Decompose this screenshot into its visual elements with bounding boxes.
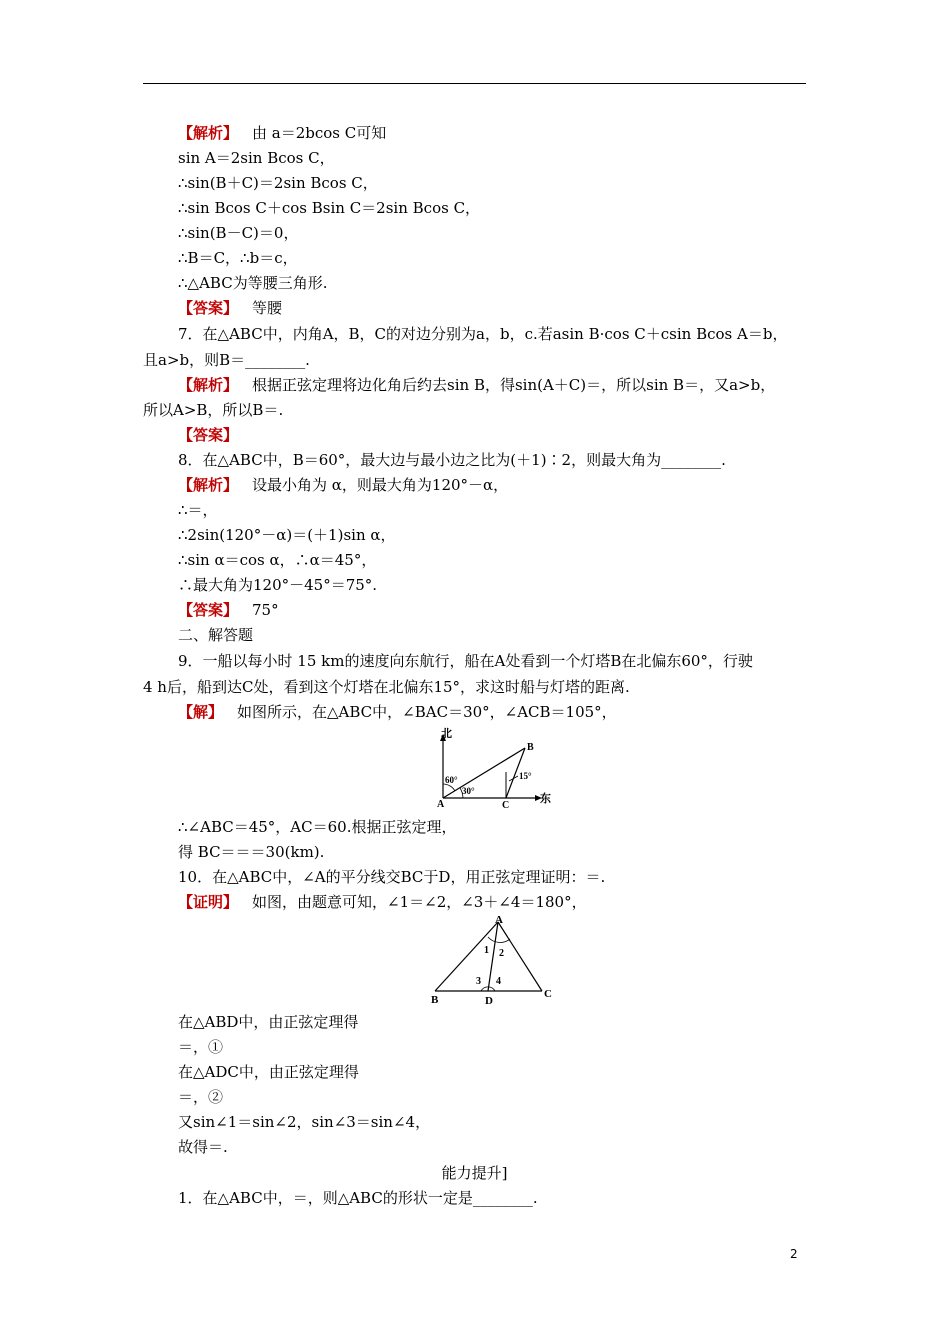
text-line: ∴sin Bcos C＋cos Bsin C＝2sin Bcos C， bbox=[178, 199, 481, 217]
question-9-cont: 4 h后，船到达C处，看到这个灯塔在北偏东15°，求这时船与灯塔的距离. bbox=[143, 678, 630, 696]
text-line: ∴sin α＝cos α，∴α＝45°， bbox=[178, 551, 377, 569]
text-line: 得 BC＝＝＝30(km). bbox=[178, 843, 325, 861]
triangle-figure bbox=[425, 914, 560, 1006]
q7-solution-line: 【解析】 根据正弦定理将边化角后约去sin B，得sin(A＋C)＝，所以sin B＝，又a>b， bbox=[178, 376, 776, 394]
fig2-angle-2: 2 bbox=[499, 948, 504, 959]
q7-answer-line bbox=[178, 425, 252, 445]
fig1-point-c: C bbox=[502, 800, 510, 811]
question-7-cont: 且a>b，则B＝________. bbox=[143, 351, 310, 369]
question-9: 9．一船以每小时 15 km的速度向东航行，船在A处看到一个灯塔B在北偏东60°，行驶 bbox=[178, 652, 753, 670]
fig2-point-d: D bbox=[485, 995, 493, 1006]
solution-tag: 【解析】 bbox=[178, 124, 239, 142]
question-7: 7．在△ABC中，内角A，B，C的对边分别为a，b，c.若asin B·cos C＋csin Bcos A＝b， bbox=[178, 325, 788, 343]
page-number: 2 bbox=[790, 1247, 798, 1261]
section-heading: 二、解答题 bbox=[178, 626, 254, 644]
navigation-figure bbox=[430, 726, 560, 812]
fig2-point-a: A bbox=[495, 914, 503, 926]
question-10: 10．在△ABC中，∠A的平分线交BC于D，用正弦定理证明：＝. bbox=[178, 868, 606, 886]
fig1-angle-15: 15° bbox=[519, 771, 532, 781]
text-line: ∴△ABC为等腰三角形. bbox=[178, 274, 328, 292]
text-line: ∴＝， bbox=[178, 501, 218, 519]
question-8: 8．在△ABC中，B＝60°，最大边与最小边之比为(＋1)∶2，则最大角为________. bbox=[178, 451, 726, 469]
fig2-point-b: B bbox=[431, 994, 439, 1006]
q8-answer-line: 【答案】 75° bbox=[178, 601, 279, 619]
text-line: ＝，① bbox=[178, 1038, 224, 1056]
text-line: 故得＝. bbox=[178, 1138, 228, 1156]
fig1-north-label: 北 bbox=[441, 728, 452, 740]
fig1-angle-30: 30° bbox=[462, 786, 475, 796]
q6-solution-line: 【解析】 由 a＝2bcos C可知 bbox=[178, 124, 387, 142]
fig1-angle-60: 60° bbox=[445, 775, 458, 785]
fig1-east-label: 东 bbox=[540, 793, 551, 805]
answer-tag: 【答案】 bbox=[178, 426, 239, 444]
header-rule bbox=[143, 83, 806, 84]
ability-section-heading: 能力提升] bbox=[441, 1164, 508, 1182]
text-line: 又sin∠1＝sin∠2，sin∠3＝sin∠4， bbox=[178, 1113, 431, 1131]
solution-tag: 【证明】 bbox=[178, 893, 239, 911]
q8-solution-line: 【解析】 设最小角为 α，则最大角为120°－α， bbox=[178, 476, 509, 494]
q10-solution-line: 【证明】 如图，由题意可知，∠1＝∠2，∠3＋∠4＝180°， bbox=[178, 893, 587, 911]
fig1-point-b: B bbox=[527, 742, 534, 753]
text-line: 在△ABD中，由正弦定理得 bbox=[178, 1013, 359, 1031]
solution-tag: 【解】 bbox=[178, 703, 224, 721]
solution-tag: 【解析】 bbox=[178, 476, 239, 494]
text-line: ∴sin(B－C)＝0， bbox=[178, 224, 299, 242]
answer-tag: 【答案】 bbox=[178, 299, 239, 317]
fig2-angle-4: 4 bbox=[496, 976, 501, 987]
fig2-point-c: C bbox=[544, 988, 552, 1000]
text-line: ∴最大角为120°－45°＝75°. bbox=[178, 576, 378, 594]
text-line: ＝，② bbox=[178, 1088, 224, 1106]
text-line: ∴B＝C，∴b＝c， bbox=[178, 249, 298, 267]
fig2-angle-3: 3 bbox=[476, 976, 481, 987]
solution-tag: 【解析】 bbox=[178, 376, 239, 394]
q9-solution-line: 【解】 如图所示，在△ABC中，∠BAC＝30°，∠ACB＝105°， bbox=[178, 703, 617, 721]
fig1-point-a: A bbox=[437, 799, 445, 810]
text-line: 所以A>B，所以B＝. bbox=[143, 401, 284, 419]
text-line: sin A＝2sin Bcos C， bbox=[178, 149, 335, 167]
fig2-angle-1: 1 bbox=[484, 945, 489, 956]
problem-1: 1．在△ABC中，＝，则△ABC的形状一定是________. bbox=[178, 1189, 538, 1207]
q6-answer-line: 【答案】 等腰 bbox=[178, 299, 283, 317]
text-line: ∴∠ABC＝45°，AC＝60.根据正弦定理， bbox=[178, 818, 457, 836]
text-line: 在△ADC中，由正弦定理得 bbox=[178, 1063, 359, 1081]
text-line: ∴2sin(120°－α)＝(＋1)sin α， bbox=[178, 526, 396, 544]
answer-tag: 【答案】 bbox=[178, 601, 239, 619]
text-line: ∴sin(B＋C)＝2sin Bcos C， bbox=[178, 174, 378, 192]
